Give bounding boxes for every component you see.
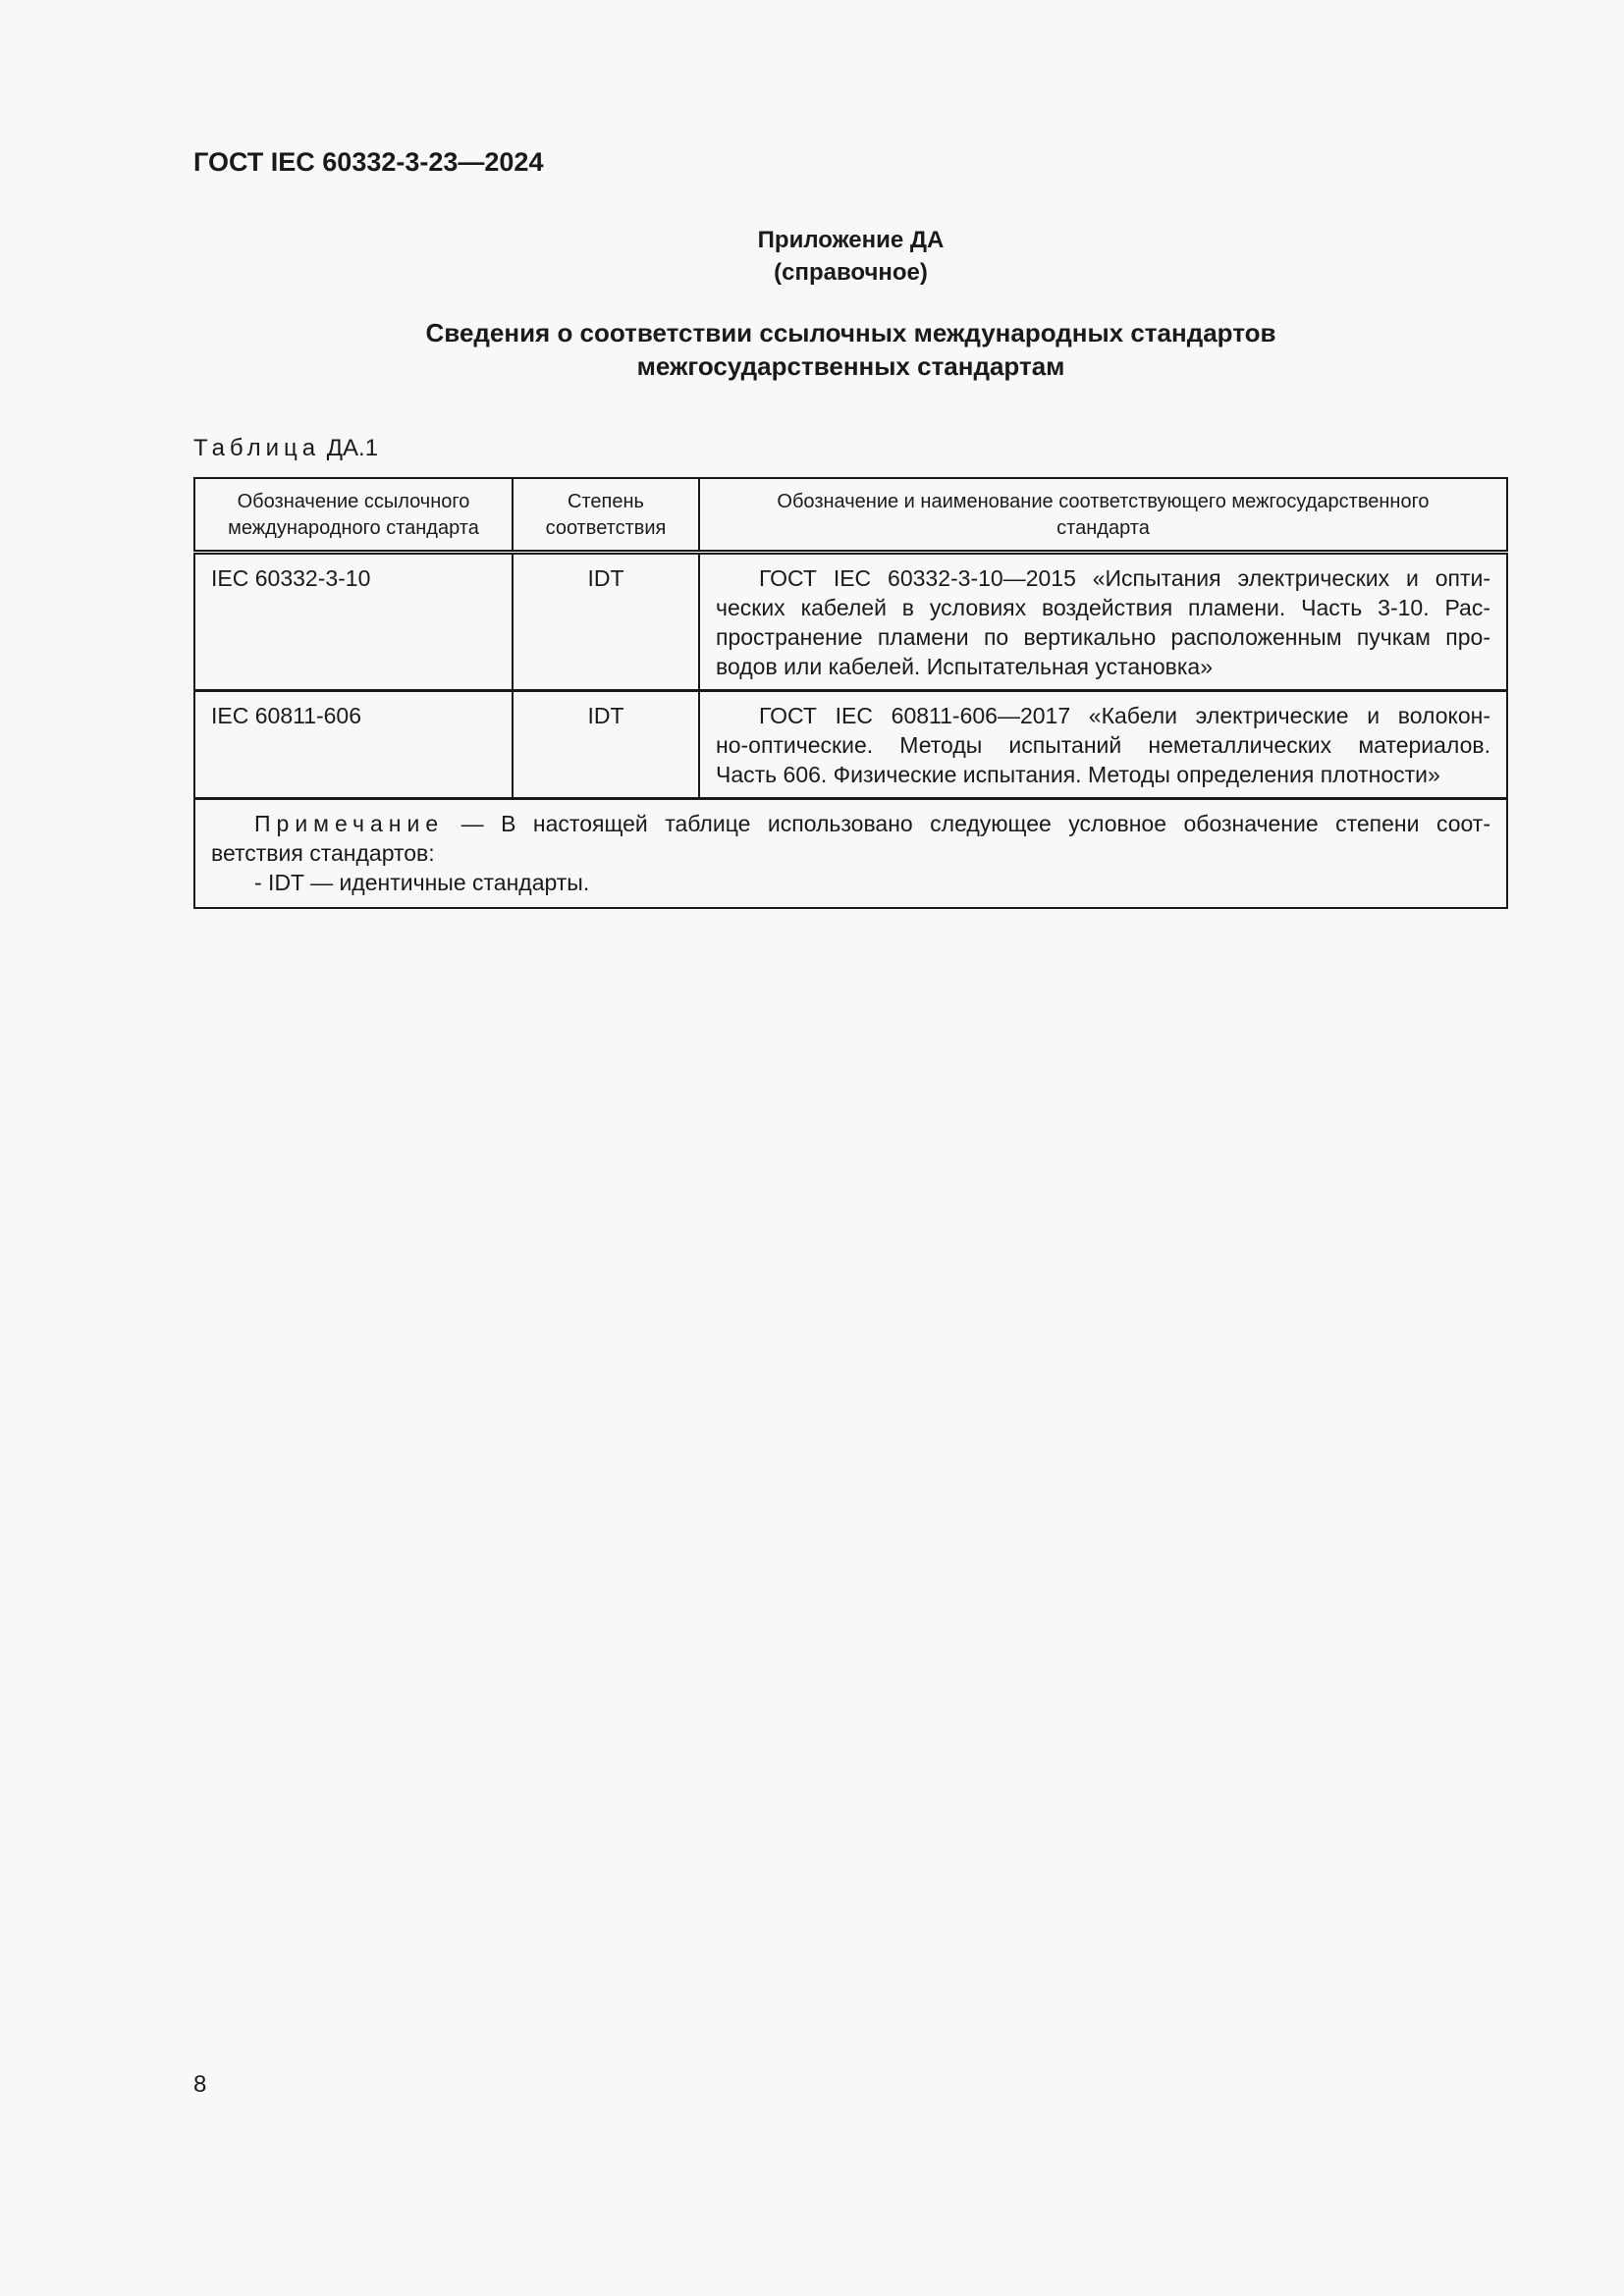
description-line: но-оптические. Методы испытаний неметаллических материалов. <box>716 732 1490 758</box>
table-label-word: Таблица <box>193 435 321 461</box>
section-heading <box>193 316 1508 383</box>
cell-degree: IDT <box>513 691 699 799</box>
cell-description <box>699 553 1507 691</box>
header-text: стандарта <box>1056 517 1150 539</box>
appendix-title <box>193 224 1508 289</box>
heading-line-2: межгосударственных стандартам <box>636 351 1065 381</box>
appendix-type: (справочное) <box>774 259 928 286</box>
table-note <box>194 799 1507 909</box>
note-line <box>211 809 1490 838</box>
cell-standard: IEC 60332-3-10 <box>194 553 513 691</box>
header-text: соответствия <box>545 517 667 539</box>
description-line: водов или кабелей. Испытательная установка» <box>716 654 1214 679</box>
table-label <box>193 435 378 462</box>
header-text: международного стандарта <box>228 517 479 539</box>
description-line: ГОСТ IEC 60332-3-10—2015 «Испытания электрических и опти- <box>759 565 1490 591</box>
appendix-label: Приложение ДА <box>757 227 945 253</box>
note-label: Примечание <box>254 811 445 836</box>
description-line: ГОСТ IEC 60811-606—2017 «Кабели электрические и волокон- <box>759 703 1490 728</box>
header-interstate-standard <box>699 478 1507 553</box>
header-intl-standard <box>194 478 513 553</box>
header-text: Обозначение и наименование соответствующего межгосударственного <box>777 491 1430 512</box>
table-label-number: ДА.1 <box>326 435 379 461</box>
table-header-row <box>194 478 1507 553</box>
note-line: - IDT — идентичные стандарты. <box>254 870 590 895</box>
standards-table <box>193 477 1508 909</box>
description-line: ческих кабелей в условиях воздействия пламени. Часть 3-10. Рас- <box>716 595 1490 620</box>
document-code: ГОСТ IEC 60332-3-23—2024 <box>193 147 544 177</box>
note-line: ветствия стандартов: <box>211 840 435 866</box>
header-degree <box>513 478 699 553</box>
table-row <box>194 691 1507 799</box>
note-text: — В настоящей таблице использовано следующее условное обозначение степени соот- <box>444 811 1490 836</box>
cell-standard: IEC 60811-606 <box>194 691 513 799</box>
cell-degree: IDT <box>513 553 699 691</box>
description-line: Часть 606. Физические испытания. Методы определения плотности» <box>716 762 1440 787</box>
cell-description <box>699 691 1507 799</box>
description-line: пространение пламени по вертикально расположенным пучкам про- <box>716 624 1490 650</box>
header-text: Степень <box>568 491 644 512</box>
page-number: 8 <box>193 2071 207 2098</box>
heading-line-1: Сведения о соответствии ссылочных международных стандартов <box>425 318 1276 347</box>
table-note-row <box>194 799 1507 909</box>
table-row <box>194 553 1507 691</box>
header-text: Обозначение ссылочного <box>237 491 470 512</box>
